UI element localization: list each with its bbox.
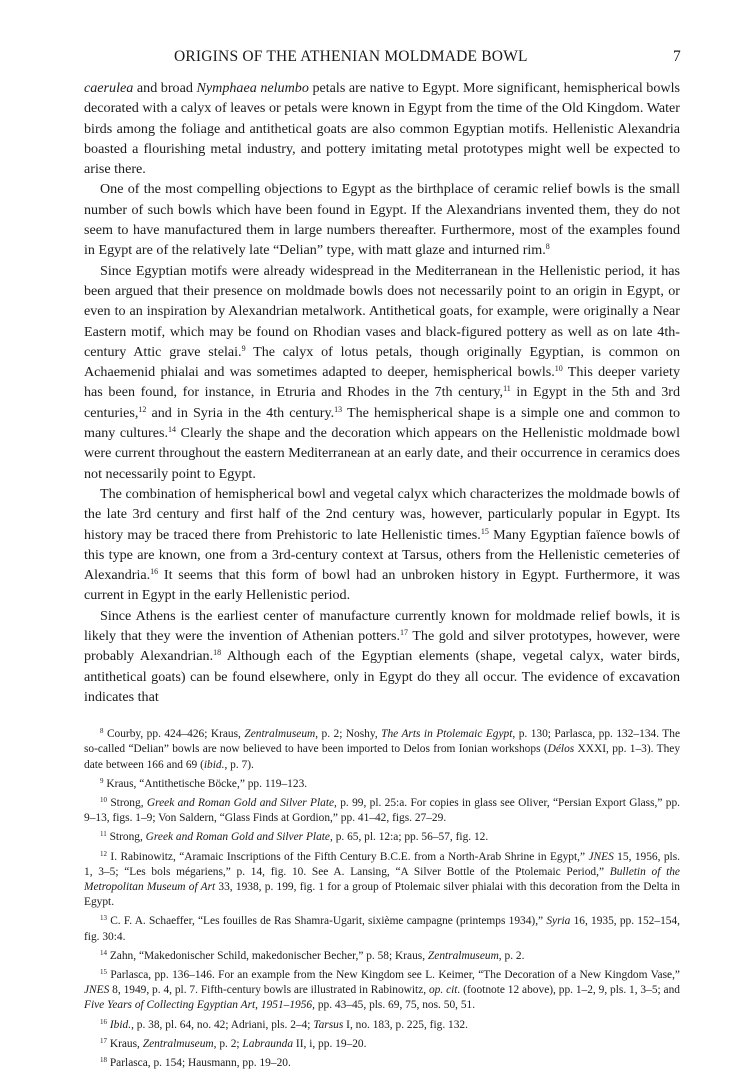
footnote-17 — [84, 1037, 680, 1052]
footnote-15 — [84, 968, 680, 1014]
text-run: 15, 1956, pls. 1, 3–5; “Les bols mégariens,” p. 14, fig. 10. See A. Lansing, “A Silver Bottle of the Ptolemaic Period,” — [84, 850, 680, 878]
footnote-number: 16 — [100, 1017, 107, 1026]
text-run: Although each of the Egyptian elements (shape, vegetal calyx, water birds, antithetical goats) can be found elsewhere, only in Egypt do they all occur. The evidence of excavation indicates that — [84, 648, 680, 705]
footnote-10 — [84, 796, 680, 826]
text-run: Clearly the shape and the decoration which appears on the Hellenistic moldmade bowl were current throughout the eastern Mediterranean at an early date, and their occurrence in ceramics does not necessarily point to Egypt. — [84, 425, 680, 482]
text-run: It seems that this form of bowl had an unbroken history in Egypt. Furthermore, it was current in Egypt in the early Hellenistic period. — [84, 567, 680, 604]
text-run: Zahn, “Makedonischer Schild, makedonischer Becher,” p. 58; Kraus, — [107, 949, 428, 962]
text-run: The calyx of lotus petals, though originally Egyptian, is common on Achaemenid phialai and was sometimes adapted to deeper, hemispherical bowls. — [84, 343, 680, 381]
footnote-ref[interactable]: 10 — [554, 364, 563, 374]
paragraph-1 — [84, 78, 680, 179]
italic-title: op. cit. — [428, 984, 461, 997]
footnote-ref[interactable]: 13 — [334, 404, 343, 414]
footnote-number: 13 — [100, 914, 107, 923]
italic-title: The Arts in Ptolemaic Egypt — [381, 728, 513, 741]
text-run: , p. 2; — [213, 1037, 243, 1050]
italic-title: JNES — [588, 850, 614, 863]
italic-title: Syria — [546, 915, 571, 928]
text-run: II, i, pp. 19–20. — [293, 1037, 367, 1050]
text-run: 8, 1949, p. 4, pl. 7. Fifth-century bowls are illustrated in Rabinowitz, — [109, 984, 429, 997]
text-run: 33, 1938, p. 199, fig. 1 for a group of Ptolemaic silver phialai with this decoration from the Delta in Egypt. — [84, 881, 680, 909]
footnote-18 — [84, 1056, 680, 1071]
text-run: , p. 2; Noshy, — [315, 728, 382, 741]
text-run: pp. 43–45, pls. 69, 75, nos. 50, 51. — [314, 999, 476, 1012]
text-run: C. F. A. Schaeffer, “Les fouilles de Ras Shamra-Ugarit, sixième campagne (printemps 1934),” — [107, 915, 547, 928]
text-run: petals are native to Egypt. More significant, hemispherical bowls decorated with a calyx of leaves or petals were known in Egypt from the time of the Old Kingdom. Water birds among the foliage and antithetical goats are also common Egyptian motifs. Hellenistic Alexandria boasted a flourishing metal industry, and pottery imitating metal prototypes might well be expected to arise there. — [84, 80, 680, 178]
text-run: 16, 1935, pp. 152–154, fig. 30:4. — [84, 915, 680, 943]
text-run: The combination of hemispherical bowl and vegetal calyx which characterizes the moldmade bowls of the late 3rd century and first half of the 2nd century was, however, particularly popular in Egypt. Its history may be traced there from Prehistoric to late Hellenistic times. — [84, 485, 680, 543]
footnote-number: 8 — [100, 727, 104, 736]
footnote-9 — [84, 777, 680, 792]
paragraph-5 — [84, 606, 680, 707]
footnote-14 — [84, 949, 680, 964]
footnote-ref[interactable]: 18 — [213, 648, 222, 658]
text-run: (footnote 12 above), pp. 1–2, 9, pls. 1, 3–5; and — [460, 984, 680, 997]
text-run: Since Egyptian motifs were already widespread in the Mediterranean in the Hellenistic period, it has been argued that their presence on moldmade bowls does not necessarily point to an origin in Egypt, or even to an inspiration by Alexandrian metalwork. Antithetical goats, for example, were originally a Near Eastern motif, which may be found on Rhodian vases and black-figured pottery as well as on late 4th-century Attic grave stelai. — [84, 262, 680, 360]
footnote-ref[interactable]: 12 — [138, 404, 147, 414]
footnote-ref[interactable]: 9 — [241, 343, 246, 353]
footnote-ref[interactable]: 14 — [167, 425, 176, 435]
footnote-16 — [84, 1018, 680, 1033]
text-run: Since Athens is the earliest center of manufacture currently known for moldmade relief bowls, it is likely that they were the invention of Athenian potters. — [84, 607, 680, 645]
footnote-number: 15 — [100, 968, 107, 977]
text-run: I. Rabinowitz, “Aramaic Inscriptions of the Fifth Century B.C.E. from a North-Arab Shrine in Egypt,” — [107, 850, 589, 863]
text-run: , p. 38, pl. 64, no. 42; Adriani, pls. 2–4; — [131, 1018, 314, 1031]
text-run: in Egypt in the 5th and 3rd centuries, — [84, 384, 681, 421]
text-run: Kraus, — [107, 1037, 143, 1050]
text-run: Strong, — [107, 797, 147, 810]
paragraph-2 — [84, 179, 680, 260]
running-title: ORIGINS OF THE ATHENIAN MOLDMADE BOWL — [174, 48, 528, 65]
footnote-number: 10 — [100, 796, 107, 805]
footnote-ref[interactable]: 17 — [400, 628, 409, 638]
italic-title: Zentralmuseum — [427, 949, 499, 962]
footnote-number: 17 — [100, 1036, 107, 1045]
footnote-12 — [84, 850, 680, 911]
italic-title: Bulletin of the Metropolitan Museum of Art — [84, 865, 680, 894]
italic-title: Délos — [547, 743, 575, 756]
text-run: , p. 99, pl. 25:a. For copies in glass see Oliver, “Persian Export Glass,” pp. 9–13, figs. 1–9; Von Saldern, “Glass Finds at Gordion,” pp. 41–42, figs. 27–29. — [84, 797, 680, 825]
text-run: , p. 2. — [498, 949, 525, 962]
footnote-ref[interactable]: 16 — [150, 567, 159, 577]
text-run: I, no. 183, p. 225, fig. 132. — [343, 1018, 468, 1031]
running-header — [84, 40, 680, 64]
text-run: XXXI, pp. 1–3). They date between 166 and 69 ( — [84, 743, 681, 771]
footnotes — [84, 727, 680, 1071]
footnote-number: 14 — [100, 948, 107, 957]
footnote-8 — [84, 727, 680, 773]
italic-term: Nymphaea nelumbo — [196, 80, 309, 96]
footnote-ref[interactable]: 11 — [503, 384, 511, 394]
footnote-13 — [84, 914, 680, 944]
text-run: , p. 130; Parlasca, pp. 132–134. The so-called “Delian” bowls are now believed to have been imported to Delos from Ionian workshops ( — [84, 728, 681, 756]
italic-title: Zentralmuseum — [142, 1037, 214, 1050]
text-run: , p. 65, pl. 12:a; pp. 56–57, fig. 12. — [330, 831, 489, 844]
page — [84, 40, 680, 1075]
italic-title: Labraunda — [242, 1037, 294, 1050]
italic-title: Five Years of Collecting Egyptian Art, 1951–1956, — [84, 999, 315, 1012]
text-run: The gold and silver prototypes, however, were probably Alexandrian. — [84, 628, 680, 665]
italic-title: Zentralmuseum — [244, 728, 316, 741]
text-run: Kraus, “Antithetische Böcke,” pp. 119–123. — [103, 777, 308, 790]
italic-title: Tarsus — [313, 1018, 344, 1031]
text-run: One of the most compelling objections to Egypt as the birthplace of ceramic relief bowls is the small number of such bowls which have been found in Egypt. If the Alexandrians invented them, they do not seem to have manufactured them in large numbers thereafter. Furthermore, most of the examples found in Egypt are of the relatively late “Delian” type, with matt glaze and inturned rim. — [84, 181, 680, 259]
main-text — [84, 78, 680, 707]
text-run: and in Syria in the 4th century. — [146, 404, 335, 421]
paragraph-3 — [84, 261, 680, 484]
text-run: The hemispherical shape is a simple one and common to many cultures. — [84, 404, 680, 442]
footnote-number: 11 — [100, 830, 107, 839]
text-run: and broad — [133, 80, 197, 96]
text-run: This deeper variety has been found, for instance, in Etruria and Rhodes in the 7th century, — [84, 364, 680, 401]
footnote-ref[interactable]: 8 — [545, 242, 550, 252]
footnote-ref[interactable]: 15 — [480, 526, 489, 536]
footnote-number: 18 — [100, 1056, 107, 1065]
text-run: , p. 7). — [224, 758, 254, 771]
paragraph-4 — [84, 484, 680, 606]
text-run: Strong, — [106, 831, 146, 844]
footnote-number: 9 — [100, 776, 104, 785]
footnote-number: 12 — [100, 849, 107, 858]
text-run: Many Egyptian faïence bowls of this type are known, one from a 3rd-century context at Tarsus, others from the Hellenistic cemeteries of Alexandria. — [84, 526, 680, 584]
text-run: Parlasca, p. 154; Hausmann, pp. 19–20. — [107, 1057, 291, 1070]
italic-title: Greek and Roman Gold and Silver Plate — [146, 797, 335, 810]
italic-title: JNES — [84, 984, 110, 997]
italic-title: ibid. — [203, 758, 225, 771]
italic-title: Ibid. — [109, 1018, 132, 1031]
footnote-11 — [84, 830, 680, 845]
text-run: Parlasca, pp. 136–146. For an example from the New Kingdom see L. Keimer, “The Decoration of a New Kingdom Vase,” — [107, 969, 680, 982]
italic-term: caerulea — [84, 80, 134, 96]
italic-title: Greek and Roman Gold and Silver Plate — [145, 831, 330, 844]
page-number: 7 — [673, 48, 681, 65]
text-run: Courby, pp. 424–426; Kraus, — [103, 728, 245, 741]
